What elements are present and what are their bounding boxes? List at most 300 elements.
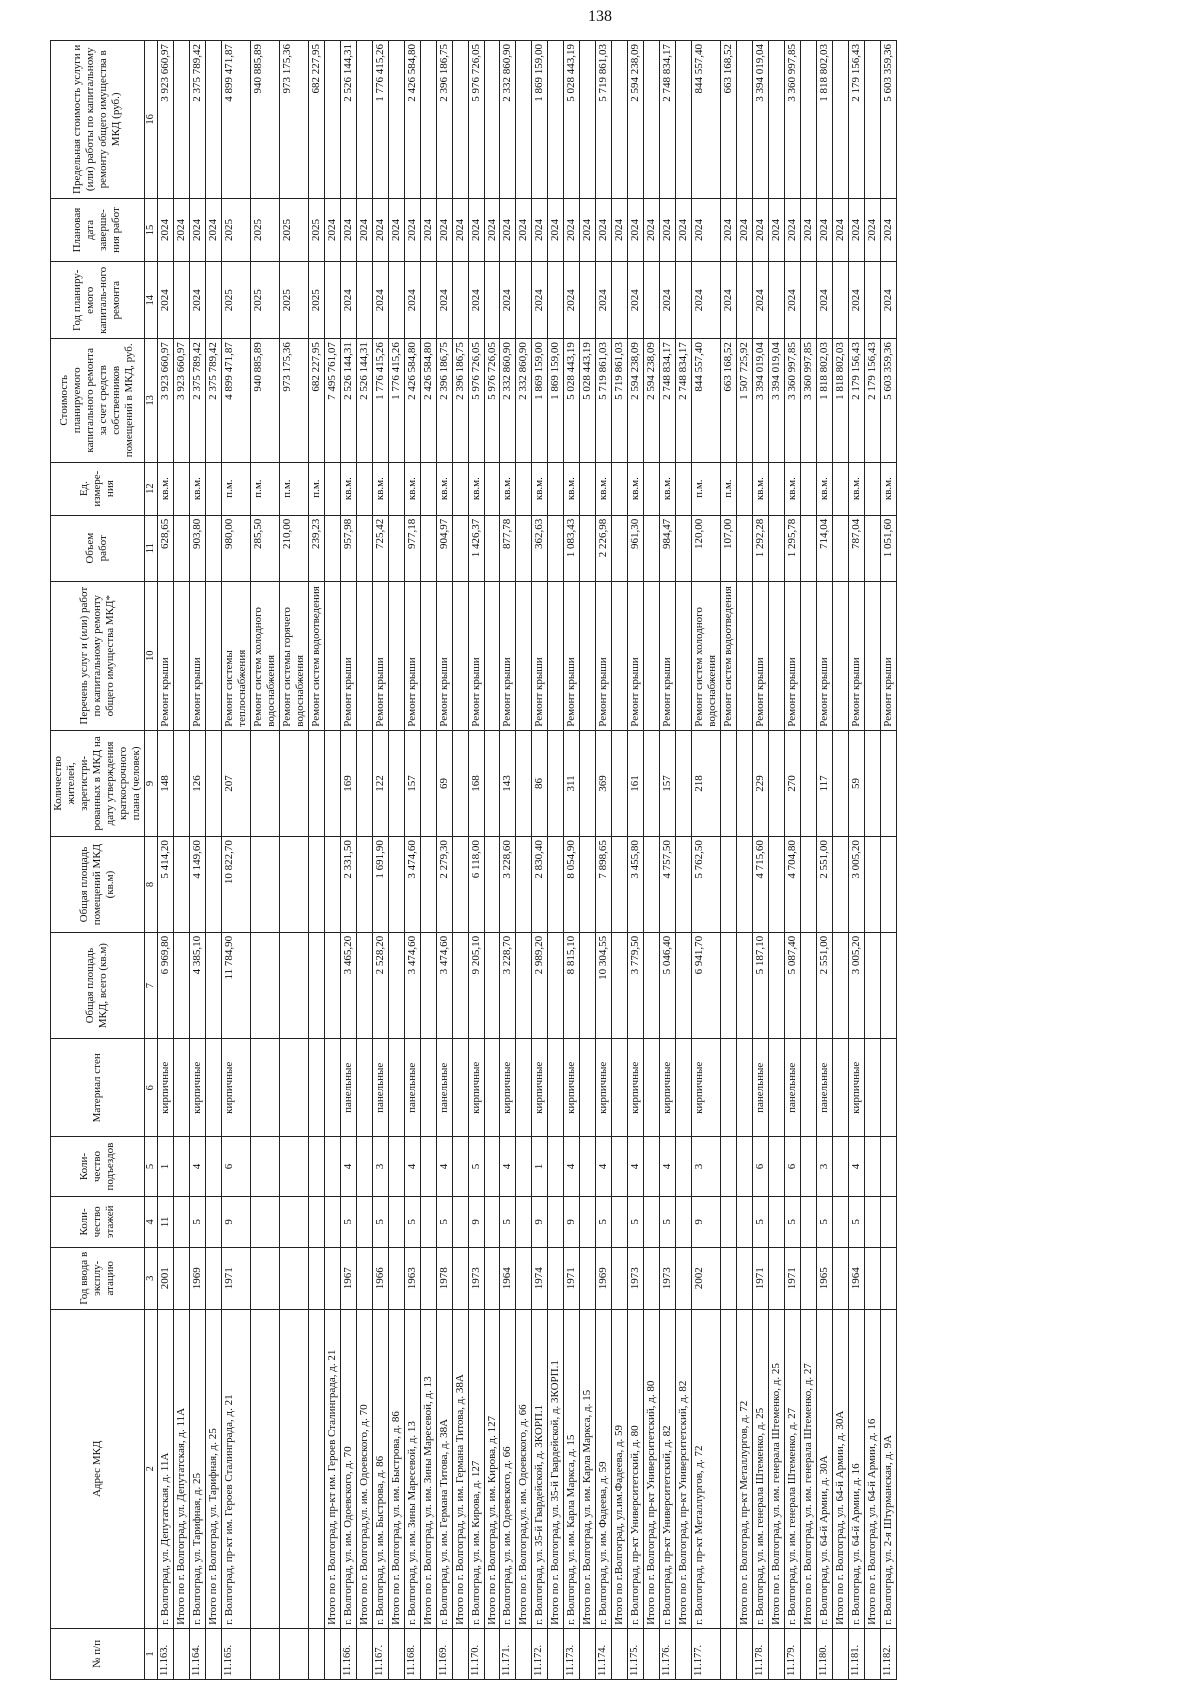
unit-cell	[206, 462, 222, 515]
completion-date-cell: 2024	[206, 198, 222, 262]
repair-year-cell	[832, 262, 848, 339]
table-row	[660, 41, 676, 1680]
work-type-cell: Ремонт крыши	[436, 581, 452, 730]
max-cost-cell: 2 526 144,31	[340, 41, 356, 199]
work-volume-cell	[452, 515, 468, 581]
floors-cell	[644, 1196, 660, 1247]
work-type-cell	[516, 581, 532, 730]
unit-cell: п.м.	[222, 462, 251, 515]
residents-cell: 122	[372, 730, 388, 836]
residents-cell	[324, 730, 340, 836]
header-cell: Общая площадь помещений МКД (кв.м)	[51, 837, 145, 933]
entrances-cell	[644, 1137, 660, 1197]
max-cost-cell: 4 899 471,87	[222, 41, 251, 199]
wall-material-cell	[324, 1039, 340, 1137]
total-area-cell	[279, 932, 308, 1038]
total-area-cell	[516, 932, 532, 1038]
residents-cell	[356, 730, 372, 836]
table-row	[500, 41, 516, 1680]
row-number-cell: 11.167.	[372, 1628, 388, 1679]
row-number-cell	[356, 1628, 372, 1679]
table-row	[864, 41, 880, 1680]
completion-date-cell: 2024	[737, 198, 753, 262]
work-volume-cell: 107,00	[721, 515, 737, 581]
completion-date-cell: 2024	[676, 198, 692, 262]
repair-year-cell: 2025	[308, 262, 324, 339]
total-area-cell: 9 205,10	[468, 932, 484, 1038]
residents-cell: 86	[532, 730, 548, 836]
row-number-cell: 11.163.	[158, 1628, 174, 1679]
entrances-cell	[612, 1137, 628, 1197]
floors-cell	[864, 1196, 880, 1247]
table-row	[356, 41, 372, 1680]
residents-cell	[484, 730, 500, 836]
row-number-cell	[308, 1628, 324, 1679]
entrances-cell	[800, 1137, 816, 1197]
year-built-cell: 1965	[816, 1247, 832, 1309]
year-built-cell: 1971	[752, 1247, 768, 1309]
premises-area-cell	[721, 837, 737, 933]
work-volume-cell: 1 292,28	[752, 515, 768, 581]
total-area-cell	[250, 932, 279, 1038]
residents-cell	[174, 730, 190, 836]
max-cost-cell: 2 594 238,09	[628, 41, 644, 199]
work-type-cell	[420, 581, 436, 730]
cost-cell: 5 976 726,05	[484, 339, 500, 462]
max-cost-cell	[388, 41, 404, 199]
address-cell: Итого по г. Волгоград, ул. им. Кирова, д. 127	[484, 1309, 500, 1628]
cost-cell: 1 507 725,92	[737, 339, 753, 462]
address-cell: г. Волгоград, ул. им. Германа Титова, д. 38А	[436, 1309, 452, 1628]
work-type-cell	[580, 581, 596, 730]
cost-cell: 3 360 997,85	[800, 339, 816, 462]
year-built-cell: 2002	[692, 1247, 721, 1309]
entrances-cell: 3	[692, 1137, 721, 1197]
table-row	[174, 41, 190, 1680]
residents-cell	[580, 730, 596, 836]
header-cell: № п/п	[51, 1628, 145, 1679]
work-volume-cell	[580, 515, 596, 581]
repair-year-cell: 2024	[628, 262, 644, 339]
address-cell: г. Волгоград, ул. Депутатская, д. 11А	[158, 1309, 174, 1628]
work-type-cell: Ремонт крыши	[596, 581, 612, 730]
floors-cell	[452, 1196, 468, 1247]
repair-year-cell	[864, 262, 880, 339]
residents-cell: 218	[692, 730, 721, 836]
floors-cell: 5	[816, 1196, 832, 1247]
entrances-cell: 5	[468, 1137, 484, 1197]
unit-cell: кв.м.	[468, 462, 484, 515]
wall-material-cell	[206, 1039, 222, 1137]
completion-date-cell: 2024	[784, 198, 800, 262]
repair-year-cell: 2024	[848, 262, 864, 339]
cost-cell: 3 394 019,04	[752, 339, 768, 462]
residents-cell: 69	[436, 730, 452, 836]
row-number-cell	[174, 1628, 190, 1679]
completion-date-cell: 2025	[222, 198, 251, 262]
floors-cell	[580, 1196, 596, 1247]
table-row	[372, 41, 388, 1680]
entrances-cell: 4	[404, 1137, 420, 1197]
completion-date-cell: 2024	[548, 198, 564, 262]
year-built-cell: 1973	[660, 1247, 676, 1309]
wall-material-cell: кирпичные	[848, 1039, 864, 1137]
work-type-cell: Ремонт крыши	[848, 581, 864, 730]
residents-cell	[308, 730, 324, 836]
repair-year-cell	[174, 262, 190, 339]
residents-cell: 157	[660, 730, 676, 836]
year-built-cell	[721, 1247, 737, 1309]
cost-cell: 3 923 660,97	[174, 339, 190, 462]
work-type-cell	[484, 581, 500, 730]
unit-cell	[420, 462, 436, 515]
header-cell: Коли-чество подъездов	[51, 1137, 145, 1197]
unit-cell: п.м.	[308, 462, 324, 515]
completion-date-cell: 2024	[372, 198, 388, 262]
year-built-cell: 2001	[158, 1247, 174, 1309]
work-volume-cell	[676, 515, 692, 581]
max-cost-cell	[484, 41, 500, 199]
wall-material-cell	[452, 1039, 468, 1137]
floors-cell	[324, 1196, 340, 1247]
wall-material-cell: панельные	[404, 1039, 420, 1137]
premises-area-cell	[516, 837, 532, 933]
repair-year-cell: 2024	[752, 262, 768, 339]
premises-area-cell: 2 279,30	[436, 837, 452, 933]
row-number-cell: 11.173.	[564, 1628, 580, 1679]
completion-date-cell: 2024	[660, 198, 676, 262]
rotated-page-area	[50, 40, 1190, 1690]
unit-cell: кв.м.	[404, 462, 420, 515]
max-cost-cell: 2 748 834,17	[660, 41, 676, 199]
repair-year-cell: 2024	[880, 262, 896, 339]
completion-date-cell: 2024	[848, 198, 864, 262]
repair-year-cell: 2024	[532, 262, 548, 339]
floors-cell	[516, 1196, 532, 1247]
max-cost-cell: 844 557,40	[692, 41, 721, 199]
work-volume-cell	[324, 515, 340, 581]
total-area-cell	[880, 932, 896, 1038]
unit-cell	[612, 462, 628, 515]
header-cell: Год планиру-емого капиталь-ного ремонта	[51, 262, 145, 339]
floors-cell	[250, 1196, 279, 1247]
address-cell	[308, 1309, 324, 1628]
column-number-cell: 11	[144, 515, 157, 581]
total-area-cell	[206, 932, 222, 1038]
entrances-cell	[864, 1137, 880, 1197]
table-row	[580, 41, 596, 1680]
header-cell: Объем работ	[51, 515, 145, 581]
wall-material-cell	[388, 1039, 404, 1137]
max-cost-cell: 3 394 019,04	[752, 41, 768, 199]
address-cell: Итого по г. Волгоград, ул. Тарифная, д. 25	[206, 1309, 222, 1628]
address-cell: Итого по г. Волгоград, ул. им. генерала Штеменко, д. 27	[800, 1309, 816, 1628]
premises-area-cell	[832, 837, 848, 933]
year-built-cell	[768, 1247, 784, 1309]
max-cost-cell	[580, 41, 596, 199]
wall-material-cell	[800, 1039, 816, 1137]
unit-cell	[644, 462, 660, 515]
cost-cell: 3 394 019,04	[768, 339, 784, 462]
year-built-cell	[676, 1247, 692, 1309]
wall-material-cell	[880, 1039, 896, 1137]
table-row	[324, 41, 340, 1680]
floors-cell	[737, 1196, 753, 1247]
table-row	[222, 41, 251, 1680]
floors-cell	[832, 1196, 848, 1247]
wall-material-cell: панельные	[816, 1039, 832, 1137]
entrances-cell: 1	[532, 1137, 548, 1197]
column-number-cell: 2	[144, 1309, 157, 1628]
wall-material-cell	[356, 1039, 372, 1137]
row-number-cell	[206, 1628, 222, 1679]
max-cost-cell	[516, 41, 532, 199]
work-type-cell: Ремонт крыши	[784, 581, 800, 730]
repair-year-cell	[768, 262, 784, 339]
entrances-cell	[250, 1137, 279, 1197]
premises-area-cell: 8 054,90	[564, 837, 580, 933]
floors-cell	[880, 1196, 896, 1247]
residents-cell	[250, 730, 279, 836]
premises-area-cell: 3 455,80	[628, 837, 644, 933]
total-area-cell	[768, 932, 784, 1038]
repair-year-cell: 2024	[816, 262, 832, 339]
entrances-cell: 3	[372, 1137, 388, 1197]
header-cell: Адрес МКД	[51, 1309, 145, 1628]
row-number-cell	[676, 1628, 692, 1679]
row-number-cell: 11.171.	[500, 1628, 516, 1679]
unit-cell	[676, 462, 692, 515]
row-number-cell	[800, 1628, 816, 1679]
year-built-cell: 1967	[340, 1247, 356, 1309]
entrances-cell	[388, 1137, 404, 1197]
work-type-cell: Ремонт крыши	[404, 581, 420, 730]
work-type-cell	[832, 581, 848, 730]
residents-cell	[420, 730, 436, 836]
table-row	[784, 41, 800, 1680]
table-row	[308, 41, 324, 1680]
address-cell: г. Волгоград, ул. им. Быстрова, д. 86	[372, 1309, 388, 1628]
work-volume-cell: 285,50	[250, 515, 279, 581]
year-built-cell	[250, 1247, 279, 1309]
repair-year-cell	[324, 262, 340, 339]
wall-material-cell: кирпичные	[692, 1039, 721, 1137]
table-row	[644, 41, 660, 1680]
work-type-cell: Ремонт систем холодного водоснабжения	[250, 581, 279, 730]
year-built-cell	[324, 1247, 340, 1309]
row-number-cell	[279, 1628, 308, 1679]
row-number-cell	[452, 1628, 468, 1679]
completion-date-cell: 2024	[158, 198, 174, 262]
work-type-cell: Ремонт крыши	[468, 581, 484, 730]
entrances-cell	[420, 1137, 436, 1197]
max-cost-cell	[356, 41, 372, 199]
row-number-cell: 11.169.	[436, 1628, 452, 1679]
max-cost-cell: 3 923 660,97	[158, 41, 174, 199]
total-area-cell: 3 474,60	[404, 932, 420, 1038]
address-cell: Итого по г. Волгоград, пр-кт Университетский, д. 80	[644, 1309, 660, 1628]
work-type-cell: Ремонт систем холодного водоснабжения	[692, 581, 721, 730]
year-built-cell: 1963	[404, 1247, 420, 1309]
wall-material-cell	[612, 1039, 628, 1137]
work-volume-cell: 1 426,37	[468, 515, 484, 581]
cost-cell: 2 332 860,90	[500, 339, 516, 462]
unit-cell: п.м.	[721, 462, 737, 515]
wall-material-cell: кирпичные	[596, 1039, 612, 1137]
premises-area-cell	[324, 837, 340, 933]
address-cell: г. Волгоград, пр-кт Университетский, д. 80	[628, 1309, 644, 1628]
work-volume-cell: 362,63	[532, 515, 548, 581]
entrances-cell: 4	[500, 1137, 516, 1197]
total-area-cell: 8 815,10	[564, 932, 580, 1038]
premises-area-cell	[864, 837, 880, 933]
completion-date-cell: 2024	[644, 198, 660, 262]
max-cost-cell	[324, 41, 340, 199]
entrances-cell: 4	[628, 1137, 644, 1197]
row-number-cell: 11.176.	[660, 1628, 676, 1679]
repair-year-cell: 2024	[596, 262, 612, 339]
year-built-cell: 1978	[436, 1247, 452, 1309]
cost-cell: 1 776 415,26	[372, 339, 388, 462]
work-type-cell: Ремонт системы теплоснабжения	[222, 581, 251, 730]
row-number-cell	[768, 1628, 784, 1679]
premises-area-cell	[420, 837, 436, 933]
max-cost-cell: 682 227,95	[308, 41, 324, 199]
residents-cell: 117	[816, 730, 832, 836]
entrances-cell	[174, 1137, 190, 1197]
table-row	[420, 41, 436, 1680]
cost-cell: 2 375 789,42	[206, 339, 222, 462]
table-row	[737, 41, 753, 1680]
premises-area-cell	[279, 837, 308, 933]
header-cell: Плановая дата заверше-ния работ	[51, 198, 145, 262]
entrances-cell	[721, 1137, 737, 1197]
column-number-cell: 9	[144, 730, 157, 836]
repair-year-cell	[388, 262, 404, 339]
unit-cell	[768, 462, 784, 515]
address-cell: Итого по г. Волгоград, пр-кт Металлургов, д. 72	[737, 1309, 753, 1628]
cost-cell: 2 179 156,43	[848, 339, 864, 462]
floors-cell: 5	[340, 1196, 356, 1247]
table-body	[158, 41, 897, 1680]
header-cell: Общая площадь МКД, всего (кв.м)	[51, 932, 145, 1038]
year-built-cell	[737, 1247, 753, 1309]
residents-cell: 207	[222, 730, 251, 836]
column-number-cell: 3	[144, 1247, 157, 1309]
unit-cell	[580, 462, 596, 515]
floors-cell	[279, 1196, 308, 1247]
cost-cell: 2 748 834,17	[676, 339, 692, 462]
wall-material-cell	[548, 1039, 564, 1137]
repair-year-cell	[548, 262, 564, 339]
row-number-cell	[484, 1628, 500, 1679]
work-volume-cell	[800, 515, 816, 581]
total-area-cell: 5 087,40	[784, 932, 800, 1038]
premises-area-cell	[880, 837, 896, 933]
repair-year-cell: 2024	[784, 262, 800, 339]
floors-cell: 9	[532, 1196, 548, 1247]
column-number-cell: 5	[144, 1137, 157, 1197]
repair-year-cell: 2024	[500, 262, 516, 339]
unit-cell: кв.м.	[660, 462, 676, 515]
row-number-cell: 11.168.	[404, 1628, 420, 1679]
floors-cell: 9	[468, 1196, 484, 1247]
address-cell: Итого по г. Волгоград, пр-кт им. Героев Сталинграда, д. 21	[324, 1309, 340, 1628]
floors-cell: 5	[848, 1196, 864, 1247]
header-cell: Перечень услуг и (или) работ по капитальному ремонту общего имущества МКД*	[51, 581, 145, 730]
premises-area-cell	[484, 837, 500, 933]
floors-cell: 5	[404, 1196, 420, 1247]
year-built-cell: 1974	[532, 1247, 548, 1309]
wall-material-cell	[676, 1039, 692, 1137]
work-type-cell: Ремонт крыши	[816, 581, 832, 730]
residents-cell: 168	[468, 730, 484, 836]
work-type-cell: Ремонт крыши	[880, 581, 896, 730]
year-built-cell: 1964	[500, 1247, 516, 1309]
year-built-cell	[800, 1247, 816, 1309]
work-volume-cell: 239,23	[308, 515, 324, 581]
table-row	[452, 41, 468, 1680]
residents-cell	[768, 730, 784, 836]
work-volume-cell: 628,65	[158, 515, 174, 581]
column-number-cell: 10	[144, 581, 157, 730]
max-cost-cell: 5 976 726,05	[468, 41, 484, 199]
work-volume-cell: 961,30	[628, 515, 644, 581]
repair-year-cell: 2025	[279, 262, 308, 339]
entrances-cell: 6	[222, 1137, 251, 1197]
header-cell: Коли-чество этажей	[51, 1196, 145, 1247]
work-volume-cell	[832, 515, 848, 581]
address-cell: г. Волгоград, ул. им. генерала Штеменко, д. 27	[784, 1309, 800, 1628]
work-volume-cell	[388, 515, 404, 581]
unit-cell: кв.м.	[340, 462, 356, 515]
floors-cell: 9	[564, 1196, 580, 1247]
wall-material-cell: кирпичные	[190, 1039, 206, 1137]
work-volume-cell: 957,98	[340, 515, 356, 581]
work-volume-cell	[516, 515, 532, 581]
wall-material-cell: кирпичные	[532, 1039, 548, 1137]
completion-date-cell: 2024	[596, 198, 612, 262]
address-cell: Итого по г. Волгоград, ул. 64-й Армии, д. 16	[864, 1309, 880, 1628]
cost-cell: 2 179 156,43	[864, 339, 880, 462]
residents-cell	[721, 730, 737, 836]
repair-year-cell: 2024	[468, 262, 484, 339]
address-cell: Итого по г. Волгоград, ул. им. генерала Штеменко, д. 25	[768, 1309, 784, 1628]
cost-cell: 2 332 860,90	[516, 339, 532, 462]
cost-cell: 5 719 861,03	[612, 339, 628, 462]
floors-cell	[484, 1196, 500, 1247]
cost-cell: 2 396 186,75	[452, 339, 468, 462]
address-cell: г. Волгоград, пр-кт Металлургов, д. 72	[692, 1309, 721, 1628]
work-type-cell	[452, 581, 468, 730]
premises-area-cell	[768, 837, 784, 933]
row-number-cell: 11.166.	[340, 1628, 356, 1679]
residents-cell: 126	[190, 730, 206, 836]
work-type-cell: Ремонт систем водоотведения	[721, 581, 737, 730]
repair-year-cell: 2024	[340, 262, 356, 339]
work-volume-cell: 787,04	[848, 515, 864, 581]
address-cell: г. Волгоград, ул. им. Одоевского, д. 70	[340, 1309, 356, 1628]
total-area-cell: 3 005,20	[848, 932, 864, 1038]
wall-material-cell: панельные	[436, 1039, 452, 1137]
premises-area-cell: 4 149,60	[190, 837, 206, 933]
address-cell: Итого по г. Волгоград, пр-кт Университетский, д. 82	[676, 1309, 692, 1628]
unit-cell: кв.м.	[628, 462, 644, 515]
work-volume-cell	[737, 515, 753, 581]
year-built-cell: 1971	[564, 1247, 580, 1309]
completion-date-cell: 2024	[468, 198, 484, 262]
max-cost-cell	[420, 41, 436, 199]
